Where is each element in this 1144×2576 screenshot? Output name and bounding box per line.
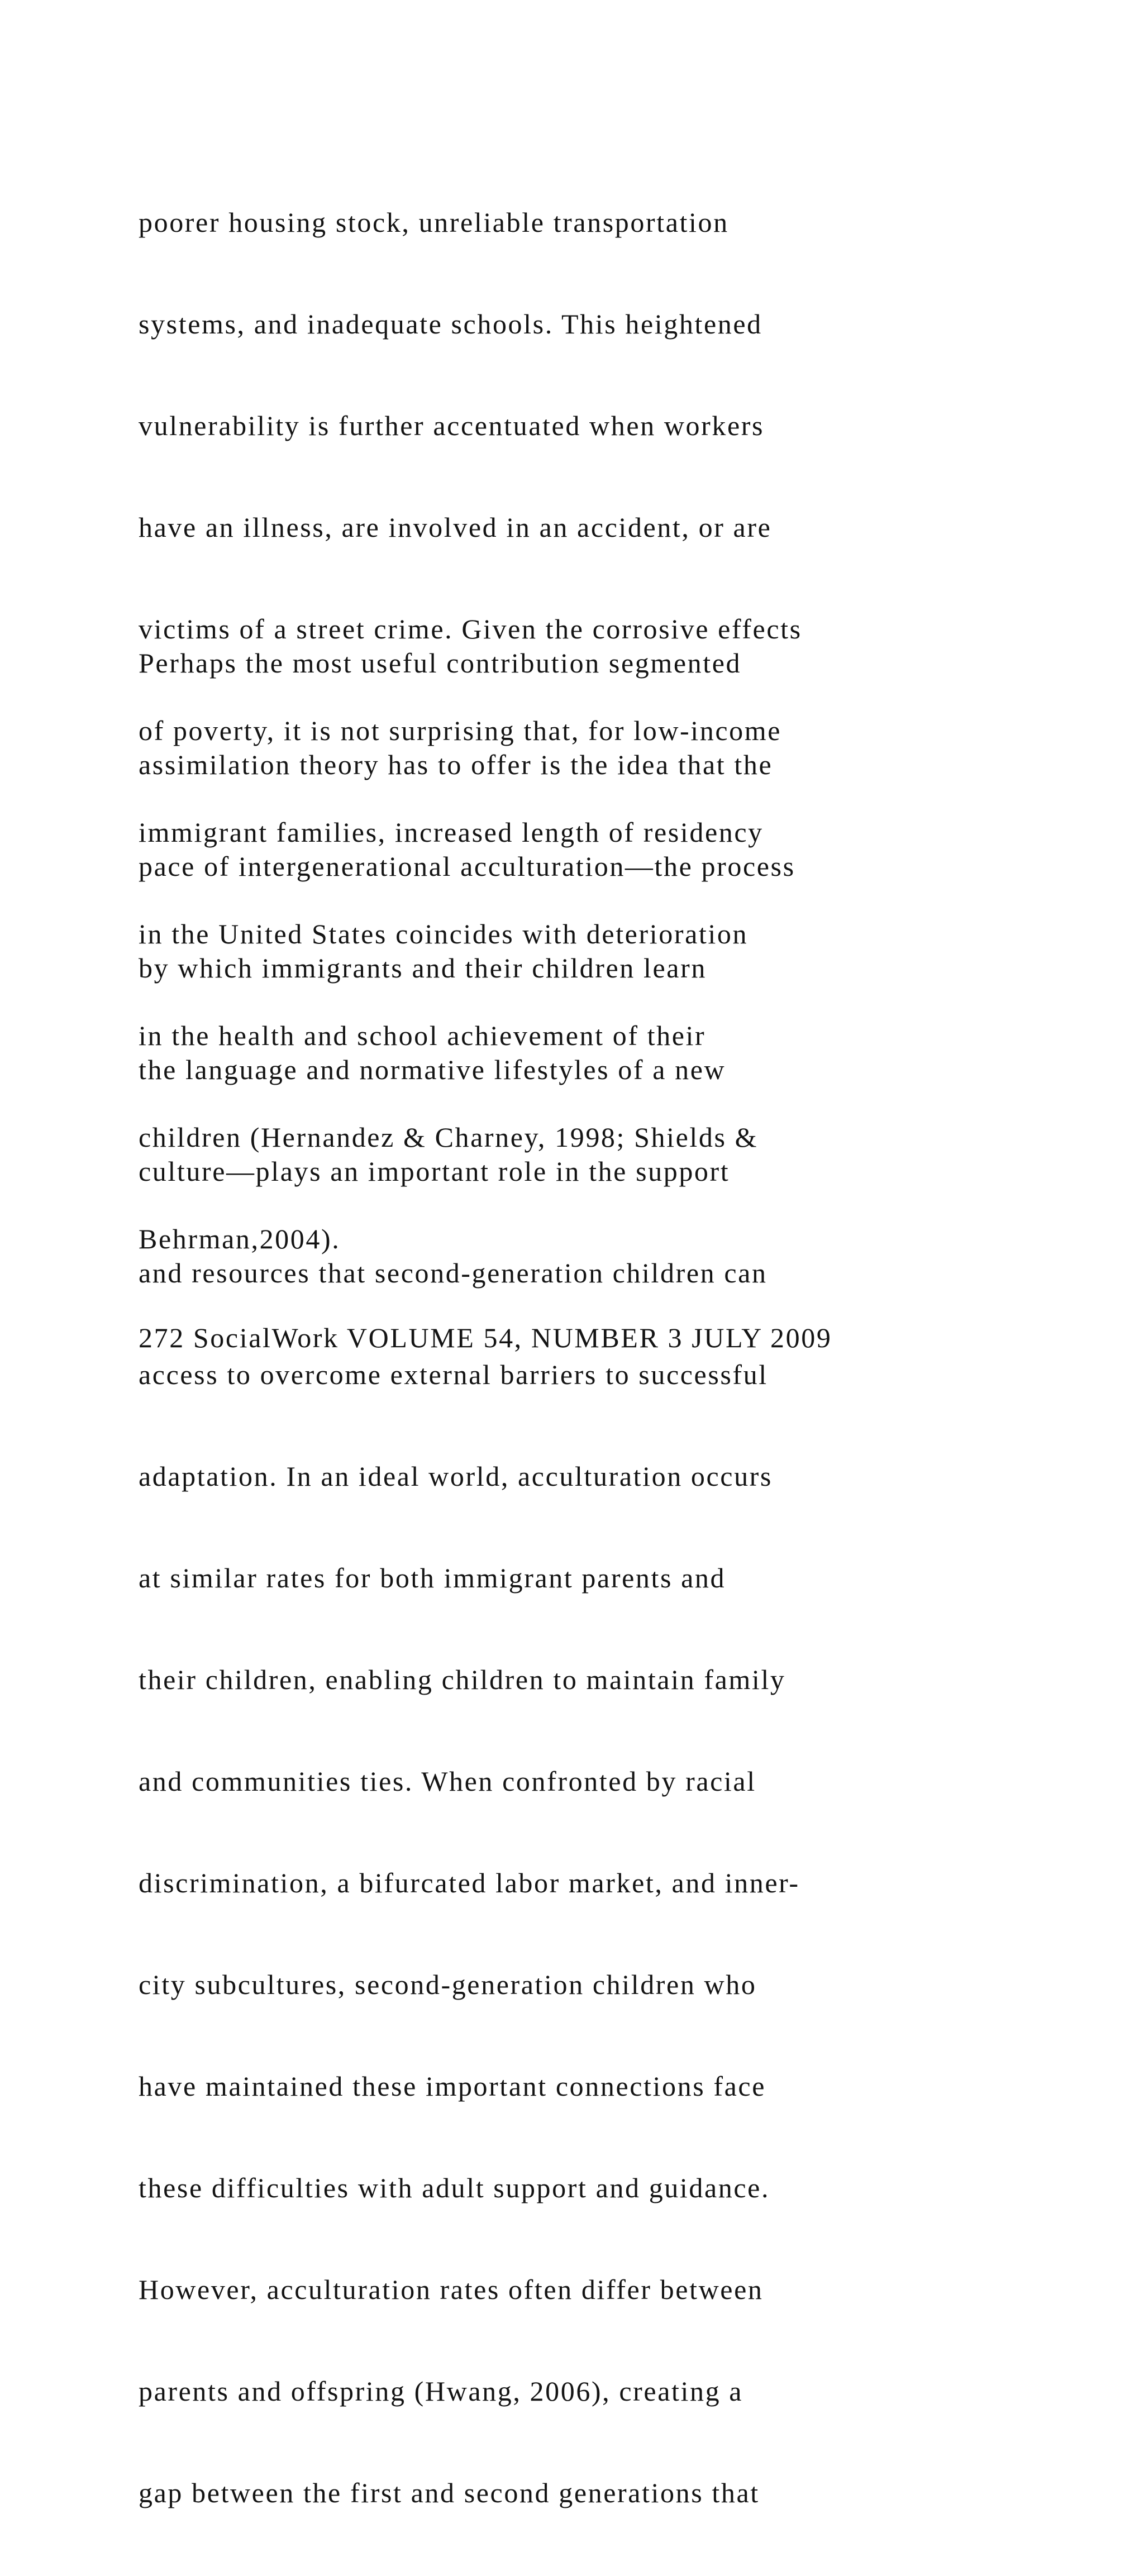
text-line: poorer housing stock, unreliable transportation <box>139 207 729 238</box>
text-line: have maintained these important connections face <box>139 2071 766 2102</box>
text-line: these difficulties with adult support and guidance. <box>139 2172 770 2203</box>
text-line: access to overcome external barriers to successful <box>139 1359 768 1390</box>
text-line: immigrant families, increased length of residency <box>139 817 764 848</box>
text-line: in the United States coincides with deterioration <box>139 918 749 950</box>
text-line: in the health and school achievement of their <box>139 1020 706 1051</box>
text-line: assimilation theory has to offer is the idea that the <box>139 749 773 780</box>
text-line: city subcultures, second-generation children who <box>139 1969 757 2000</box>
paragraph-2 <box>139 580 800 2576</box>
text-line: gap between the first and second generations that <box>139 2477 760 2508</box>
text-line: systems, and inadequate schools. This heightened <box>139 308 762 340</box>
text-line: have an illness, are involved in an accident, or are <box>139 512 772 543</box>
text-line: by which immigrants and their children learn <box>139 952 707 984</box>
text-line: victims of a street crime. Given the corrosive effects <box>139 613 802 645</box>
text-line: adaptation. In an ideal world, acculturation occurs <box>139 1461 773 1492</box>
text-line: and communities ties. When confronted by racial <box>139 1766 756 1797</box>
text-line: of poverty, it is not surprising that, for low-income <box>139 715 782 746</box>
text-line: parents and offspring (Hwang, 2006), creating a <box>139 2375 743 2407</box>
text-line: children (Hernandez & Charney, 1998; Shields & <box>139 1122 759 1153</box>
text-line: at similar rates for both immigrant parents and <box>139 1562 726 1594</box>
text-line: and resources that second-generation children can <box>139 1257 768 1289</box>
text-line: the language and normative lifestyles of a new <box>139 1054 726 1085</box>
text-line: pace of intergenerational acculturation—the process <box>139 851 795 882</box>
text-line: their children, enabling children to maintain family <box>139 1664 786 1695</box>
page-footer-citation: 272 SocialWork VOLUME 54, NUMBER 3 JULY 2009 <box>139 1322 832 1353</box>
text-line: culture—plays an important role in the support <box>139 1156 730 1187</box>
text-line: However, acculturation rates often differ between <box>139 2274 764 2305</box>
text-line: Perhaps the most useful contribution segmented <box>139 647 742 679</box>
text-line: vulnerability is further accentuated when workers <box>139 410 765 441</box>
text-line: Behrman,2004). <box>139 1223 341 1254</box>
text-line: discrimination, a bifurcated labor market, and inner- <box>139 1867 800 1898</box>
